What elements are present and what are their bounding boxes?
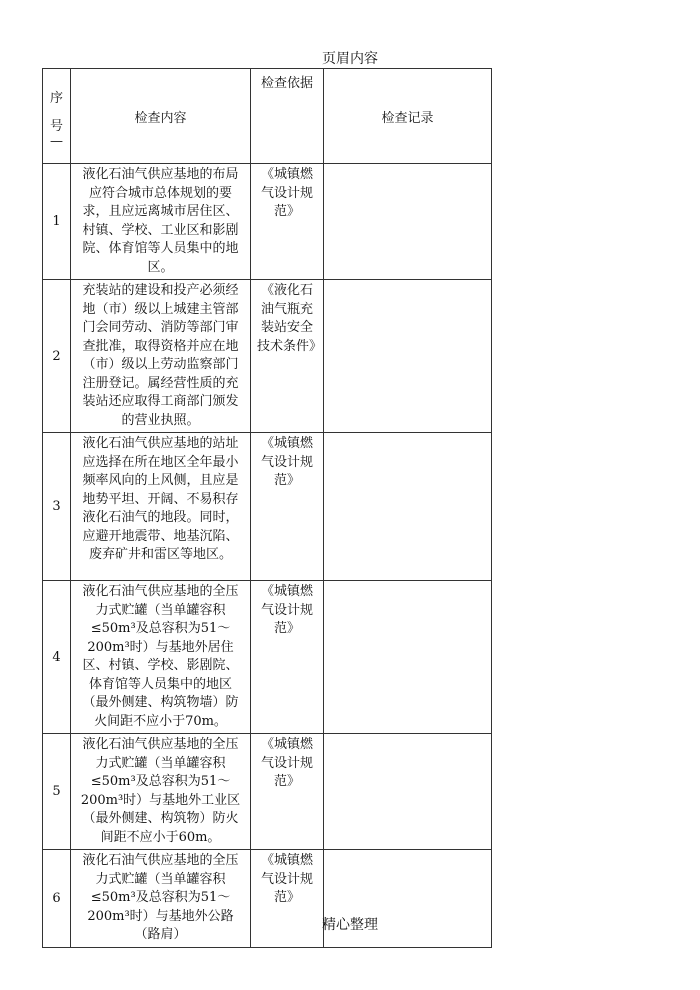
header-content: 检查内容 (71, 69, 251, 164)
row-basis: 《城镇燃气设计规范》 (251, 164, 324, 280)
page-footer: 精心整理 (322, 917, 378, 933)
header-record: 检查记录 (324, 69, 492, 164)
row-record[interactable] (324, 280, 492, 433)
header-number-bottom: 号 (49, 119, 63, 134)
table-row (43, 734, 492, 850)
row-number: 2 (43, 280, 71, 433)
row-content: 液化石油气供应基地的全压力式贮罐（当单罐容积≤50m³及总容积为51～200m³时）与基地外工业区（最外侧建、构筑物）防火间距不应小于60m。 (71, 734, 251, 850)
row-basis: 《液化石油气瓶充装站安全技术条件》 (251, 280, 324, 433)
row-record[interactable] (324, 433, 492, 581)
row-content: 液化石油气供应基地的全压力式贮罐（当单罐容积≤50m³及总容积为51～200m³时）与基地外公路（路肩） (71, 850, 251, 948)
row-number: 4 (43, 581, 71, 734)
row-content: 液化石油气供应基地的站址应选择在所在地区全年最小频率风向的上风侧，且应是地势平坦、开阔、不易积存液化石油气的地段。同时，应避开地震带、地基沉陷、废弃矿井和雷区等地区。 (71, 433, 251, 581)
row-number: 3 (43, 433, 71, 581)
table-row (43, 164, 492, 280)
row-content: 充装站的建设和投产必须经地（市）级以上城建主管部门会同劳动、消防等部门审查批准，取得资格并应在地（市）级以上劳动监察部门注册登记。属经营性质的充装站还应取得工商部门颁发的营业执照。 (71, 280, 251, 433)
row-basis: 《城镇燃气设计规范》 (251, 581, 324, 734)
row-basis: 《城镇燃气设计规范》 (251, 734, 324, 850)
row-basis: 《城镇燃气设计规范》 (251, 850, 324, 948)
row-content: 液化石油气供应基地的全压力式贮罐（当单罐容积≤50m³及总容积为51～200m³时）与基地外居住区、村镇、学校、影剧院、体育馆等人员集中的地区（最外侧建、构筑物墙）防火间距不应小于70m。 (71, 581, 251, 734)
header-number-dash: — (50, 134, 63, 149)
header-basis: 检查依据 (251, 69, 324, 164)
table-row (43, 433, 492, 581)
row-basis: 《城镇燃气设计规范》 (251, 433, 324, 581)
row-number: 5 (43, 734, 71, 850)
header-number-top: 序 (49, 91, 63, 106)
row-number: 6 (43, 850, 71, 948)
inspection-table (42, 68, 492, 948)
row-record[interactable] (324, 581, 492, 734)
row-record[interactable] (324, 164, 492, 280)
header-number-cell (43, 69, 71, 164)
row-number: 1 (43, 164, 71, 280)
table-row (43, 280, 492, 433)
page-header: 页眉内容 (322, 51, 378, 67)
row-content: 液化石油气供应基地的布局应符合城市总体规划的要求，且应远离城市居住区、村镇、学校、工业区和影剧院、体育馆等人员集中的地区。 (71, 164, 251, 280)
row-record[interactable] (324, 734, 492, 850)
table-header-row (43, 69, 492, 164)
table-row (43, 581, 492, 734)
